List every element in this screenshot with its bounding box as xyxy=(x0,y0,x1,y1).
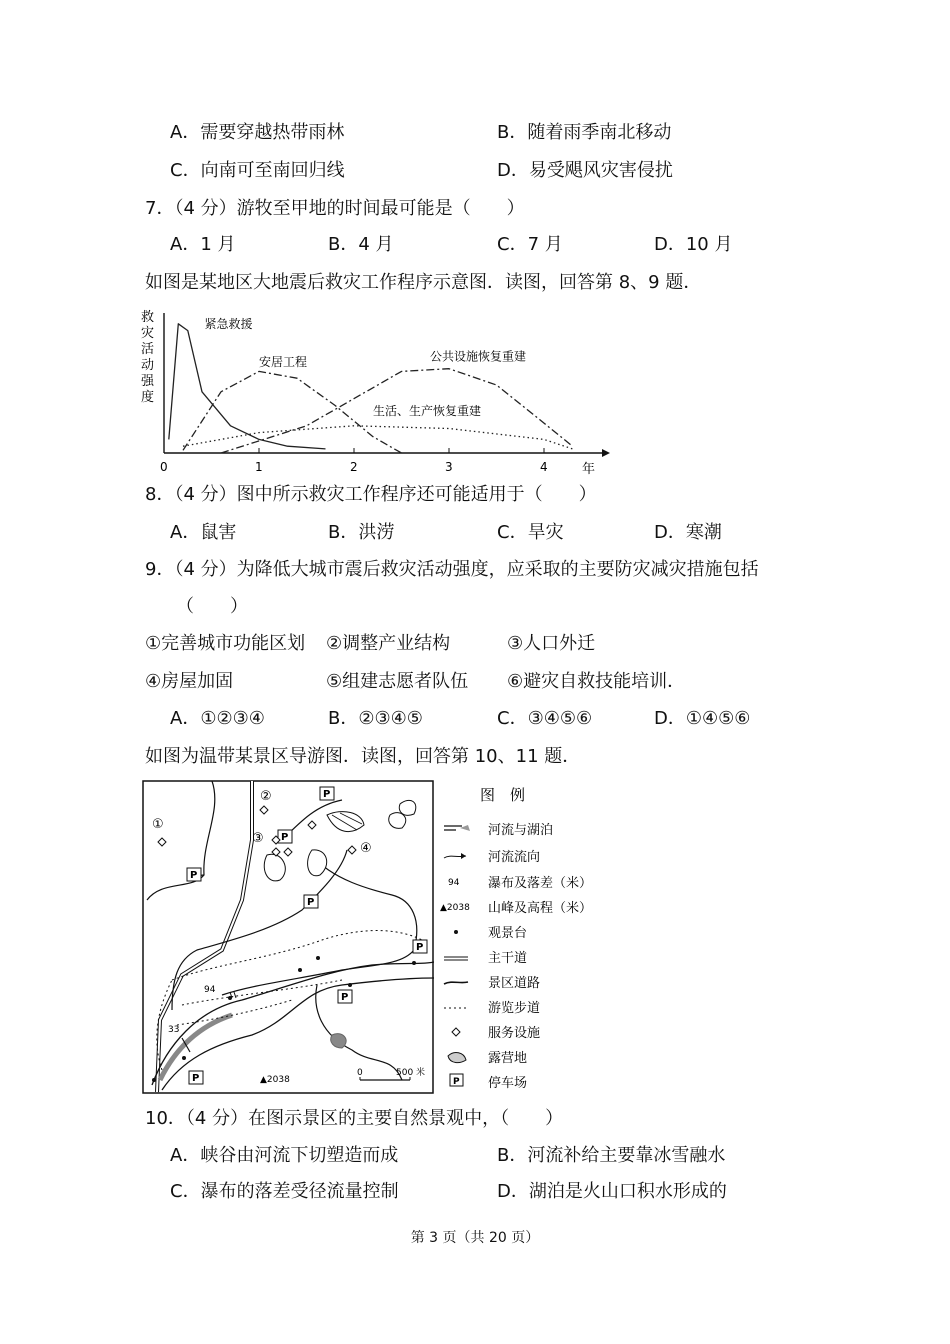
parking-label: P xyxy=(323,789,331,800)
q6-option-c: C．向南可至南回归线 xyxy=(170,160,345,181)
legend-road-icon xyxy=(444,982,468,984)
legend-camp-icon xyxy=(448,1053,466,1063)
q8-option-b: B．洪涝 xyxy=(328,522,395,543)
q7-option-c: C．7 月 xyxy=(497,234,563,255)
q9-stem: 9．（4 分）为降低大城市震后救灾活动强度，应采取的主要防灾减灾措施包括 xyxy=(145,559,759,580)
q6-option-d: D．易受飓风灾害侵扰 xyxy=(497,160,673,181)
svg-text:P: P xyxy=(453,1077,460,1087)
series-line xyxy=(183,426,573,449)
chart-xlabel: 年 xyxy=(582,462,596,477)
scale-zero: 0 xyxy=(357,1068,363,1078)
ylabel-char: 动 xyxy=(141,358,155,373)
x-tick-label: 3 xyxy=(445,460,453,474)
scale-label: 500 米 xyxy=(396,1068,426,1078)
label-fall-94: 94 xyxy=(204,985,216,995)
q8-option-c: C．旱灾 xyxy=(497,522,564,543)
q9-measure-2: ②调整产业结构 xyxy=(326,633,451,654)
q9-measure-5: ⑤组建志愿者队伍 xyxy=(326,671,469,692)
label-peak: ▲2038 xyxy=(260,1075,290,1085)
q10-stem: 10．（4 分）在图示景区的主要自然景观中，（ ） xyxy=(145,1108,564,1129)
legend-service-icon xyxy=(452,1028,460,1036)
legend-mainroad-icon xyxy=(444,957,468,960)
svg-text:P: P xyxy=(190,870,198,881)
label-1: ① xyxy=(152,817,164,832)
x-axis-arrow xyxy=(602,449,610,457)
svg-text:P: P xyxy=(192,1073,200,1084)
x-tick-label: 1 xyxy=(255,460,263,474)
svg-text:P: P xyxy=(341,992,349,1003)
series-label: 公共设施恢复重建 xyxy=(430,349,527,364)
q7-option-a: A．1 月 xyxy=(170,234,236,255)
q9-measure-3: ③人口外迁 xyxy=(507,633,596,654)
q10-option-a: A．峡谷由河流下切塑造而成 xyxy=(170,1145,399,1166)
chart-ylabel xyxy=(141,309,155,405)
legend-item: 河流与湖泊 xyxy=(488,823,554,838)
q7-option-b: B．4 月 xyxy=(328,234,394,255)
series-line xyxy=(183,371,402,453)
label-4: ④ xyxy=(360,841,372,856)
ylabel-char: 活 xyxy=(141,342,155,357)
series-label: 生活、生产恢复重建 xyxy=(373,403,482,418)
legend-item: 山峰及高程（米） xyxy=(488,901,593,916)
q9-measure-1: ①完善城市功能区划 xyxy=(145,633,306,654)
scenic-map-svg xyxy=(142,780,434,1094)
svg-text:P: P xyxy=(416,942,424,953)
q8-option-d: D．寒潮 xyxy=(654,522,722,543)
svg-text:P: P xyxy=(281,832,289,843)
intro-10-11: 如图为温带某景区导游图．读图，回答第 10、11 题． xyxy=(145,746,581,767)
label-fall-33: 33 xyxy=(168,1025,180,1035)
relief-chart xyxy=(140,305,610,483)
series-label: 安居工程 xyxy=(259,354,308,369)
series-label: 紧急救援 xyxy=(204,316,253,331)
legend-fall-icon: 94 xyxy=(448,878,460,888)
scenic-map xyxy=(142,780,434,1094)
legend-river-icon xyxy=(444,826,462,830)
q9-stem-paren: （ ） xyxy=(176,596,248,617)
q6-option-a: A．需要穿越热带雨林 xyxy=(170,122,345,143)
label-3: ③ xyxy=(252,831,264,846)
map-legend-svg xyxy=(440,784,640,1094)
legend-viewpoint-icon xyxy=(454,930,458,934)
ylabel-char: 救 xyxy=(141,310,155,325)
legend-item: 河流流向 xyxy=(488,850,541,865)
q10-option-d: D．湖泊是火山口积水形成的 xyxy=(497,1181,727,1202)
intro-8-9: 如图是某地区大地震后救灾工作程序示意图．读图，回答第 8、9 题． xyxy=(145,272,702,293)
q8-stem: 8．（4 分）图中所示救灾工作程序还可能适用于（ ） xyxy=(145,484,597,505)
legend-item: 露营地 xyxy=(488,1051,528,1066)
legend-item: 游览步道 xyxy=(488,1001,541,1016)
svg-text:P: P xyxy=(307,897,315,908)
legend-item: 景区道路 xyxy=(488,976,541,991)
q7-stem: 7．（4 分）游牧至甲地的时间最可能是（ ） xyxy=(145,198,525,219)
q8-option-a: A．鼠害 xyxy=(170,522,237,543)
map-legend xyxy=(440,784,640,1094)
q9-option-c: C．③④⑤⑥ xyxy=(497,708,593,729)
q9-option-d: D．①④⑤⑥ xyxy=(654,708,751,729)
x-tick-label: 4 xyxy=(540,460,548,474)
q10-option-c: C．瀑布的落差受径流量控制 xyxy=(170,1181,399,1202)
relief-chart-svg xyxy=(140,305,610,483)
q9-option-a: A．①②③④ xyxy=(170,708,265,729)
legend-item: 服务设施 xyxy=(488,1026,541,1041)
label-2: ② xyxy=(260,789,272,804)
legend-item: 瀑布及落差（米） xyxy=(488,876,593,891)
legend-item: 停车场 xyxy=(488,1076,528,1091)
q9-measure-6: ⑥避灾自救技能培训． xyxy=(507,671,686,692)
q9-measure-4: ④房屋加固 xyxy=(145,671,234,692)
x-tick-label: 0 xyxy=(160,460,168,474)
ylabel-char: 灾 xyxy=(141,326,155,341)
page-footer: 第 3 页（共 20 页） xyxy=(410,1230,540,1246)
q7-option-d: D．10 月 xyxy=(654,234,733,255)
legend-item: 主干道 xyxy=(488,951,528,966)
series-line xyxy=(169,324,326,449)
legend-peak-icon: ▲2038 xyxy=(440,903,470,913)
legend-title: 图 例 xyxy=(480,786,526,804)
q6-option-b: B．随着雨季南北移动 xyxy=(497,122,672,143)
q10-option-b: B．河流补给主要靠冰雪融水 xyxy=(497,1145,726,1166)
x-tick-label: 2 xyxy=(350,460,358,474)
legend-item: 观景台 xyxy=(488,926,528,941)
ylabel-char: 度 xyxy=(141,390,155,405)
ylabel-char: 强 xyxy=(141,374,155,389)
q9-option-b: B．②③④⑤ xyxy=(328,708,423,729)
